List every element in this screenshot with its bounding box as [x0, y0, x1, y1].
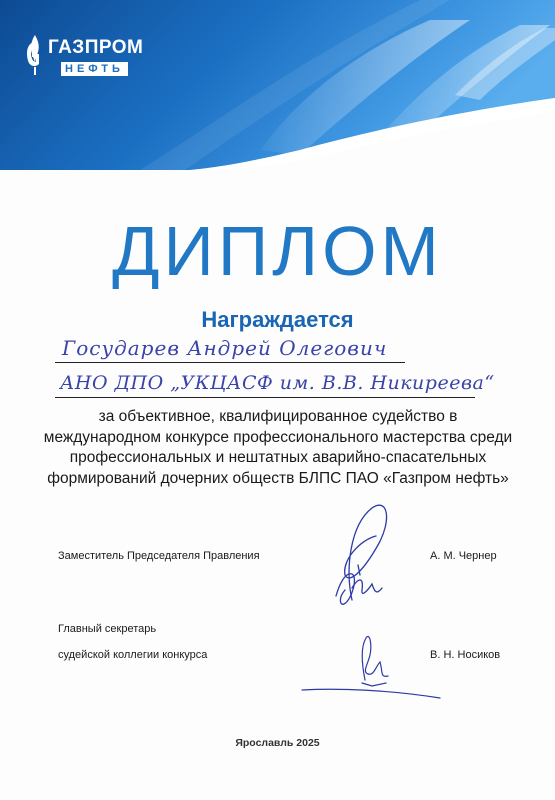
award-reason-line: международном конкурсе профессионального мастерства среди	[43, 428, 513, 446]
second-signer-name: В. Н. Носиков	[430, 649, 501, 661]
award-reason-line: формирований дочерних обществ БЛПС ПАО «Газпром нефть»	[47, 469, 509, 487]
second-signer-position-line2: судейской коллегии конкурса	[58, 649, 208, 661]
award-reason-line: профессиональных и нештатных аварийно-спасательных	[69, 449, 487, 466]
second-signer-position-line1: Главный секретарь	[58, 623, 157, 635]
logo-wordmark: ГАЗПРОМ	[48, 37, 144, 58]
diploma-title: ДИПЛОМ	[112, 212, 443, 290]
first-signer-position: Заместитель Председателя Правления	[58, 550, 260, 562]
award-reason-line: за объективное, квалифицированное судейство в	[98, 408, 458, 425]
signature-chernet	[336, 505, 387, 604]
city-year: Ярославль 2025	[235, 737, 320, 749]
signature-nosikov	[302, 636, 440, 698]
recipient-name: Государев Андрей Олегович	[62, 336, 388, 360]
recipient-organization: АНО ДПО „УКЦАСФ им. В.В. Никиреева“	[60, 372, 495, 394]
first-signer-name: А. М. Чернер	[430, 550, 497, 562]
logo-subword: НЕФТЬ	[61, 62, 128, 76]
awarded-heading: Награждается	[201, 307, 354, 332]
